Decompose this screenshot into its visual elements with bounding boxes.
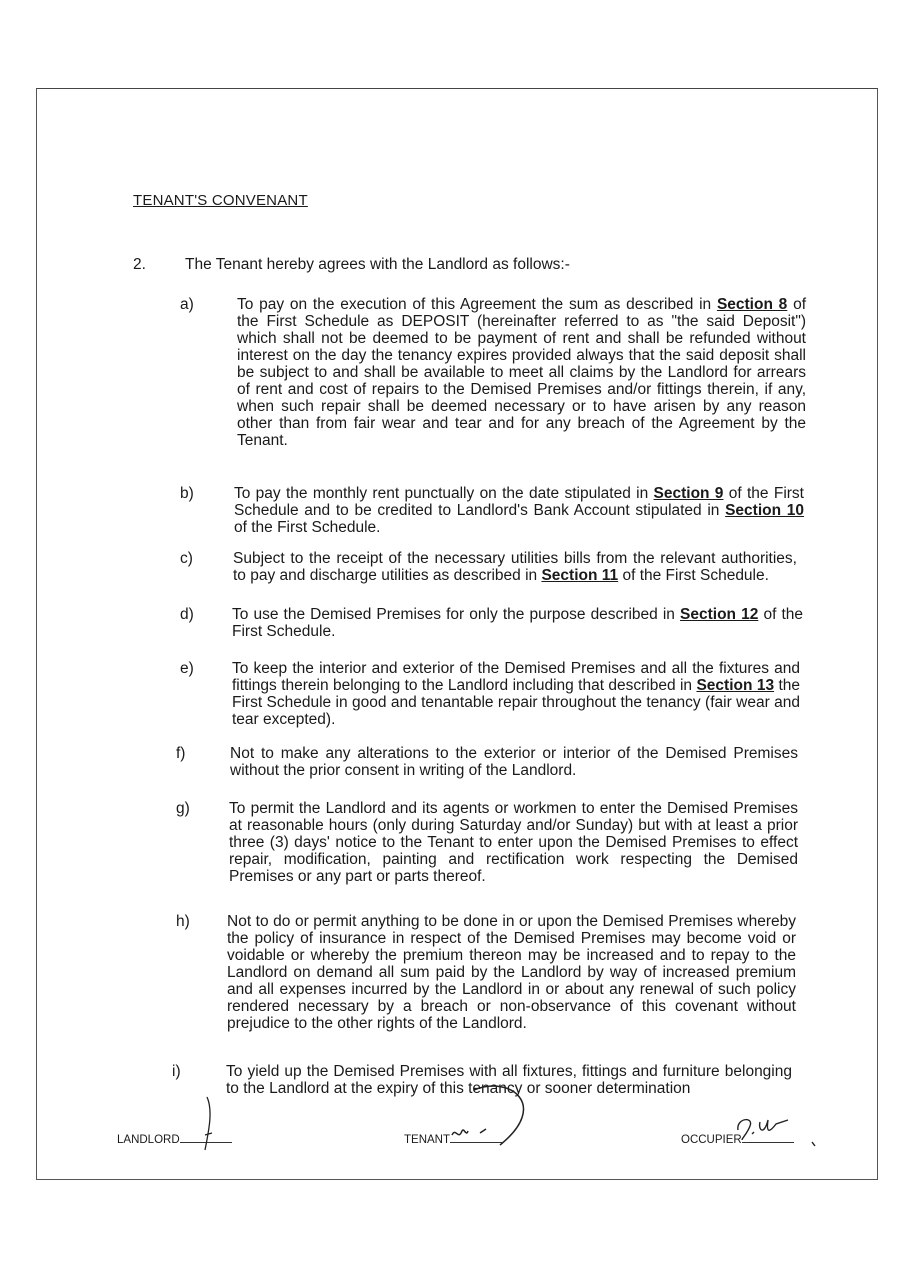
item-label: e) (180, 660, 194, 677)
item-text (237, 296, 806, 449)
item-label: i) (172, 1063, 181, 1080)
item-label: f) (176, 745, 186, 762)
item-label: h) (176, 913, 190, 930)
text-segment: To pay the monthly rent punctually on the date stipulated in (234, 485, 654, 502)
item-text (233, 550, 797, 584)
item-label: b) (180, 485, 194, 502)
item-text (227, 913, 796, 1032)
text-segment: Subject to the receipt of the necessary utilities bills from the relevant authorities, to pay and discharge utilities as described in (233, 550, 797, 584)
section-reference: Section 11 (541, 567, 619, 584)
text-segment: the First Schedule in good and tenantable repair throughout the tenancy (fair wear and tear excepted). (232, 677, 801, 728)
section-reference: Section 8 (716, 296, 788, 313)
text-segment: To use the Demised Premises for only the purpose described in (232, 606, 681, 623)
text-segment: of the First Schedule as DEPOSIT (hereinafter referred to as "the said Deposit") which shall not be deemed to be payment of rent and shall be refunded without interest on the day the tenancy expires provided always that the said deposit shall be subject to and shall be available to meet all claims by the Landlord for arrears of rent and cost of repairs to the Demised Premises and/or fittings therein, if any, when such repair shall be deemed necessary or to have arisen by any reason other than from fair wear and tear and for any breach of the Agreement by the Tenant. (237, 296, 807, 449)
text-segment: of the First Schedule. (234, 519, 381, 536)
item-text (234, 485, 804, 536)
item-text (232, 606, 803, 640)
text-segment: To yield up the Demised Premises with all fixtures, fittings and furniture belonging to the Landlord at the expiry of this tenancy or sooner determination (226, 1063, 792, 1097)
tenant-label: TENANT (404, 1134, 450, 1146)
text-segment: Not to do or permit anything to be done in or upon the Demised Premises whereby the policy of insurance in respect of the Demised Premises may become void or voidable or whereby the premium thereon may be increased and to repay to the Landlord on demand all sum paid by the Landlord by way of increased premium and all expenses incurred by the Landlord in or about any renewal of such policy rendered necessary by a breach or non-observance of this covenant without prejudice to the other rights of the Landlord. (227, 913, 796, 1032)
landlord-signature (195, 1095, 235, 1155)
occupier-label: OCCUPIER (681, 1134, 742, 1146)
landlord-label: LANDLORD (117, 1134, 180, 1146)
text-segment: Not to make any alterations to the exterior or interior of the Demised Premises without the prior consent in writing of the Landlord. (230, 745, 798, 779)
clause-intro: The Tenant hereby agrees with the Landlord as follows:- (185, 256, 570, 273)
item-label: c) (180, 550, 193, 567)
text-segment: To pay on the execution of this Agreement the sum as described in (237, 296, 717, 313)
item-text (230, 745, 798, 779)
text-segment: of the First Schedule. (618, 567, 769, 584)
text-segment: of the First Schedule and to be credited to Landlord's Bank Account stipulated in (234, 485, 804, 519)
text-segment: To permit the Landlord and its agents or workmen to enter the Demised Premises at reasonable hours (only during Saturday and/or Sunday) but with at least a prior three (3) days' notice to the Tenant to enter upon the Demised Premises to effect repair, modification, painting and rectification work respecting the Demised Premises or any part or parts thereof. (229, 800, 798, 885)
item-label: g) (176, 800, 190, 817)
item-text (229, 800, 798, 885)
section-reference: Section 12 (680, 606, 759, 623)
section-reference: Section 10 (725, 502, 804, 519)
item-label: a) (180, 296, 194, 313)
section-reference: Section 13 (696, 677, 775, 694)
section-heading: TENANT'S CONVENANT (133, 192, 308, 209)
clause-number: 2. (133, 256, 146, 273)
section-reference: Section 9 (653, 485, 724, 502)
item-label: d) (180, 606, 194, 623)
item-text (232, 660, 800, 728)
text-segment: of the First Schedule. (232, 606, 804, 640)
text-segment: To keep the interior and exterior of the Demised Premises and all the fixtures and fittings therein belonging to the Landlord including that described in (232, 660, 800, 694)
tenant-signature (450, 1085, 550, 1155)
occupier-signature (730, 1110, 830, 1160)
